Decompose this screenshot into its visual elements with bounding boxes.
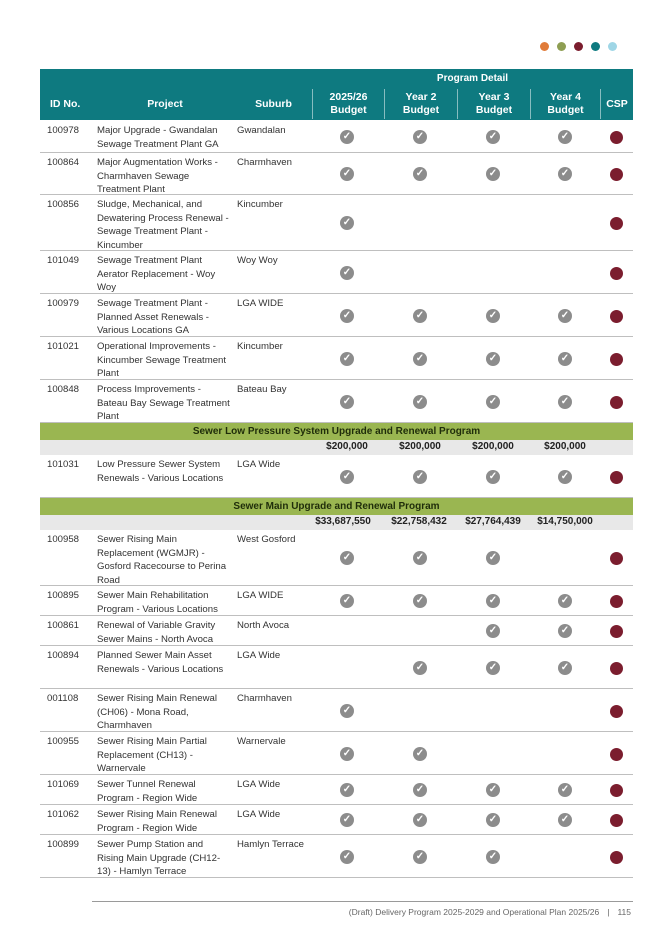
- check-icon: ✓: [413, 470, 427, 484]
- check-icon: ✓: [413, 783, 427, 797]
- table-row: [40, 646, 633, 689]
- check-icon: ✓: [486, 624, 500, 638]
- check-icon: ✓: [340, 352, 354, 366]
- check-icon: ✓: [340, 704, 354, 718]
- check-icon: ✓: [413, 395, 427, 409]
- csp-dot-icon: [610, 310, 623, 323]
- row-project: Sewer Rising Main Renewal Program - Region Wide: [97, 809, 217, 834]
- row-id: 100978: [47, 125, 80, 136]
- csp-dot-icon: [610, 353, 623, 366]
- check-icon: ✓: [558, 309, 572, 323]
- program-table: [40, 69, 633, 878]
- check-icon: ✓: [486, 309, 500, 323]
- row-id: 100894: [47, 650, 80, 661]
- check-icon: ✓: [558, 624, 572, 638]
- check-icon: ✓: [413, 850, 427, 864]
- col-csp-header: CSP: [600, 89, 633, 119]
- row-project: Process Improvements - Bateau Bay Sewage Treatment Plant: [97, 384, 230, 422]
- row-id: 100955: [47, 736, 80, 747]
- row-suburb: Kincumber: [237, 199, 283, 210]
- row-suburb: West Gosford: [237, 534, 296, 545]
- col-suburb-header: Suburb: [255, 97, 292, 110]
- row-suburb: Kincumber: [237, 341, 283, 352]
- budget-year4: $200,000: [544, 441, 586, 452]
- check-icon: ✓: [413, 309, 427, 323]
- check-icon: ✓: [558, 783, 572, 797]
- check-icon: ✓: [486, 551, 500, 565]
- csp-dot-icon: [610, 705, 623, 718]
- row-id: 001108: [47, 693, 79, 704]
- row-suburb: LGA Wide: [237, 650, 281, 661]
- csp-dot-icon: [610, 748, 623, 761]
- row-project: Sewage Treatment Plant Aerator Replacement - Woy Woy: [97, 255, 216, 293]
- section-budget-low-pressure: [40, 440, 633, 455]
- row-suburb: Bateau Bay: [237, 384, 287, 395]
- csp-dot-icon: [610, 168, 623, 181]
- check-icon: ✓: [413, 551, 427, 565]
- csp-dot-icon: [610, 595, 623, 608]
- check-icon: ✓: [340, 850, 354, 864]
- check-icon: ✓: [413, 661, 427, 675]
- csp-dot-icon: [610, 625, 623, 638]
- csp-dot-icon: [610, 851, 623, 864]
- row-suburb: Woy Woy: [237, 255, 278, 266]
- row-suburb: Hamlyn Terrace: [237, 839, 305, 850]
- table-row: [40, 251, 633, 294]
- check-icon: ✓: [486, 850, 500, 864]
- low-pressure-rows: [40, 455, 633, 498]
- check-icon: ✓: [340, 747, 354, 761]
- row-project: Sewer Rising Main Renewal (CH06) - Mona Road, Charmhaven: [97, 693, 217, 731]
- decor-dot: [557, 42, 566, 51]
- check-icon: ✓: [340, 266, 354, 280]
- row-id: 100856: [47, 199, 80, 210]
- footer-title: (Draft) Delivery Program 2025-2029 and Operational Plan 2025/26: [348, 907, 600, 917]
- check-icon: ✓: [486, 594, 500, 608]
- check-icon: ✓: [486, 352, 500, 366]
- csp-dot-icon: [610, 552, 623, 565]
- check-icon: ✓: [558, 395, 572, 409]
- row-id: 100848: [47, 384, 80, 395]
- row-project: Renewal of Variable Gravity Sewer Mains - North Avoca: [97, 620, 216, 645]
- csp-dot-icon: [610, 396, 623, 409]
- budget-year2: $22,758,432: [391, 516, 447, 527]
- table-row: [40, 586, 633, 616]
- row-project: Sludge, Mechanical, and Dewatering Process Renewal - Sewage Treatment Plant - Kincumber: [97, 199, 229, 251]
- check-icon: ✓: [413, 747, 427, 761]
- check-icon: ✓: [340, 551, 354, 565]
- row-project: Sewer Main Rehabilitation Program - Various Locations: [97, 590, 218, 615]
- decor-dot: [540, 42, 549, 51]
- program-detail-heading: Program Detail: [436, 73, 509, 84]
- check-icon: ✓: [340, 216, 354, 230]
- decor-dot: [574, 42, 583, 51]
- csp-dot-icon: [610, 814, 623, 827]
- check-icon: ✓: [340, 167, 354, 181]
- budget-year3: $27,764,439: [465, 516, 521, 527]
- row-suburb: Charmhaven: [237, 157, 292, 168]
- row-id: 101062: [47, 809, 80, 820]
- row-project: Sewer Rising Main Replacement (WGMJR) - Gosford Racecourse to Perina Road: [97, 534, 227, 586]
- treatment-plant-rows: [40, 121, 633, 423]
- check-icon: ✓: [486, 661, 500, 675]
- budget-year4: $14,750,000: [537, 516, 593, 527]
- page-number: 115: [617, 907, 631, 917]
- row-suburb: North Avoca: [237, 620, 290, 631]
- col-year3-header: Year 3 Budget: [457, 89, 530, 119]
- check-icon: ✓: [558, 130, 572, 144]
- table-row: [40, 455, 633, 498]
- row-project: Sewer Rising Main Partial Replacement (CH13) - Warnervale: [97, 736, 207, 774]
- check-icon: ✓: [558, 352, 572, 366]
- check-icon: ✓: [486, 470, 500, 484]
- row-project: Sewer Pump Station and Rising Main Upgrade (CH12-13) - Hamlyn Terrace: [97, 839, 221, 877]
- csp-dot-icon: [610, 131, 623, 144]
- check-icon: ✓: [486, 130, 500, 144]
- row-id: 101049: [47, 255, 80, 266]
- csp-dot-icon: [610, 784, 623, 797]
- col-year2-header: Year 2 Budget: [384, 89, 457, 119]
- table-row: [40, 616, 633, 646]
- row-suburb: LGA WIDE: [237, 298, 284, 309]
- table-row: [40, 732, 633, 775]
- col-year1-header: 2025/26 Budget: [312, 89, 384, 119]
- decor-dot: [608, 42, 617, 51]
- col-project-header: Project: [147, 97, 183, 110]
- table-header: [40, 69, 633, 121]
- col-year4-header: Year 4 Budget: [530, 89, 600, 119]
- footer-rule: [92, 901, 633, 902]
- budget-year3: $200,000: [472, 441, 514, 452]
- row-id: 100895: [47, 590, 80, 601]
- check-icon: ✓: [486, 783, 500, 797]
- col-id-header: ID No.: [50, 97, 81, 110]
- table-row: [40, 121, 633, 153]
- check-icon: ✓: [340, 130, 354, 144]
- check-icon: ✓: [340, 309, 354, 323]
- check-icon: ✓: [340, 470, 354, 484]
- row-suburb: LGA Wide: [237, 809, 281, 820]
- row-project: Planned Sewer Main Asset Renewals - Various Locations: [97, 650, 224, 675]
- row-suburb: Gwandalan: [237, 125, 286, 136]
- row-project: Sewage Treatment Plant - Planned Asset Renewals - Various Locations GA: [97, 298, 209, 336]
- check-icon: ✓: [486, 167, 500, 181]
- section-budget-sewer-main: [40, 515, 633, 530]
- budget-year1: $200,000: [326, 441, 368, 452]
- decor-dot: [591, 42, 600, 51]
- table-row: [40, 195, 633, 251]
- check-icon: ✓: [558, 661, 572, 675]
- table-row: [40, 805, 633, 835]
- check-icon: ✓: [558, 594, 572, 608]
- check-icon: ✓: [413, 813, 427, 827]
- decorative-dots: [540, 42, 617, 51]
- check-icon: ✓: [558, 167, 572, 181]
- table-row: [40, 689, 633, 732]
- csp-dot-icon: [610, 471, 623, 484]
- row-id: 101069: [47, 779, 80, 790]
- check-icon: ✓: [340, 813, 354, 827]
- row-suburb: LGA Wide: [237, 459, 281, 470]
- table-row: [40, 835, 633, 878]
- row-id: 101031: [47, 459, 80, 470]
- row-id: 100861: [47, 620, 80, 631]
- table-row: [40, 337, 633, 380]
- check-icon: ✓: [340, 783, 354, 797]
- table-row: [40, 775, 633, 805]
- check-icon: ✓: [558, 470, 572, 484]
- check-icon: ✓: [340, 594, 354, 608]
- row-id: 100979: [47, 298, 80, 309]
- row-project: Low Pressure Sewer System Renewals - Various Locations: [97, 459, 224, 484]
- check-icon: ✓: [558, 813, 572, 827]
- row-id: 100864: [47, 157, 80, 168]
- table-row: [40, 153, 633, 195]
- page-footer: [349, 907, 631, 917]
- row-project: Sewer Tunnel Renewal Program - Region Wide: [97, 779, 198, 804]
- csp-dot-icon: [610, 662, 623, 675]
- row-id: 100899: [47, 839, 80, 850]
- footer-separator: |: [607, 907, 610, 917]
- csp-dot-icon: [610, 267, 623, 280]
- sewer-main-rows: [40, 530, 633, 878]
- row-project: Major Augmentation Works - Charmhaven Sewage Treatment Plant: [97, 157, 218, 195]
- budget-year1: $33,687,550: [315, 516, 371, 527]
- table-row: [40, 380, 633, 423]
- check-icon: ✓: [413, 130, 427, 144]
- row-project: Operational Improvements - Kincumber Sewage Treatment Plant: [97, 341, 227, 379]
- check-icon: ✓: [486, 813, 500, 827]
- row-project: Major Upgrade - Gwandalan Sewage Treatment Plant GA: [97, 125, 219, 150]
- check-icon: ✓: [486, 395, 500, 409]
- section-heading-sewer-main: Sewer Main Upgrade and Renewal Program: [40, 498, 633, 515]
- row-suburb: Charmhaven: [237, 693, 292, 704]
- budget-year2: $200,000: [399, 441, 441, 452]
- check-icon: ✓: [413, 594, 427, 608]
- table-row: [40, 530, 633, 586]
- check-icon: ✓: [413, 352, 427, 366]
- row-suburb: LGA WIDE: [237, 590, 284, 601]
- check-icon: ✓: [340, 395, 354, 409]
- row-suburb: LGA Wide: [237, 779, 281, 790]
- check-icon: ✓: [413, 167, 427, 181]
- row-id: 100958: [47, 534, 80, 545]
- section-heading-low-pressure: Sewer Low Pressure System Upgrade and Renewal Program: [40, 423, 633, 440]
- table-row: [40, 294, 633, 337]
- csp-dot-icon: [610, 217, 623, 230]
- row-suburb: Warnervale: [237, 736, 286, 747]
- row-id: 101021: [47, 341, 80, 352]
